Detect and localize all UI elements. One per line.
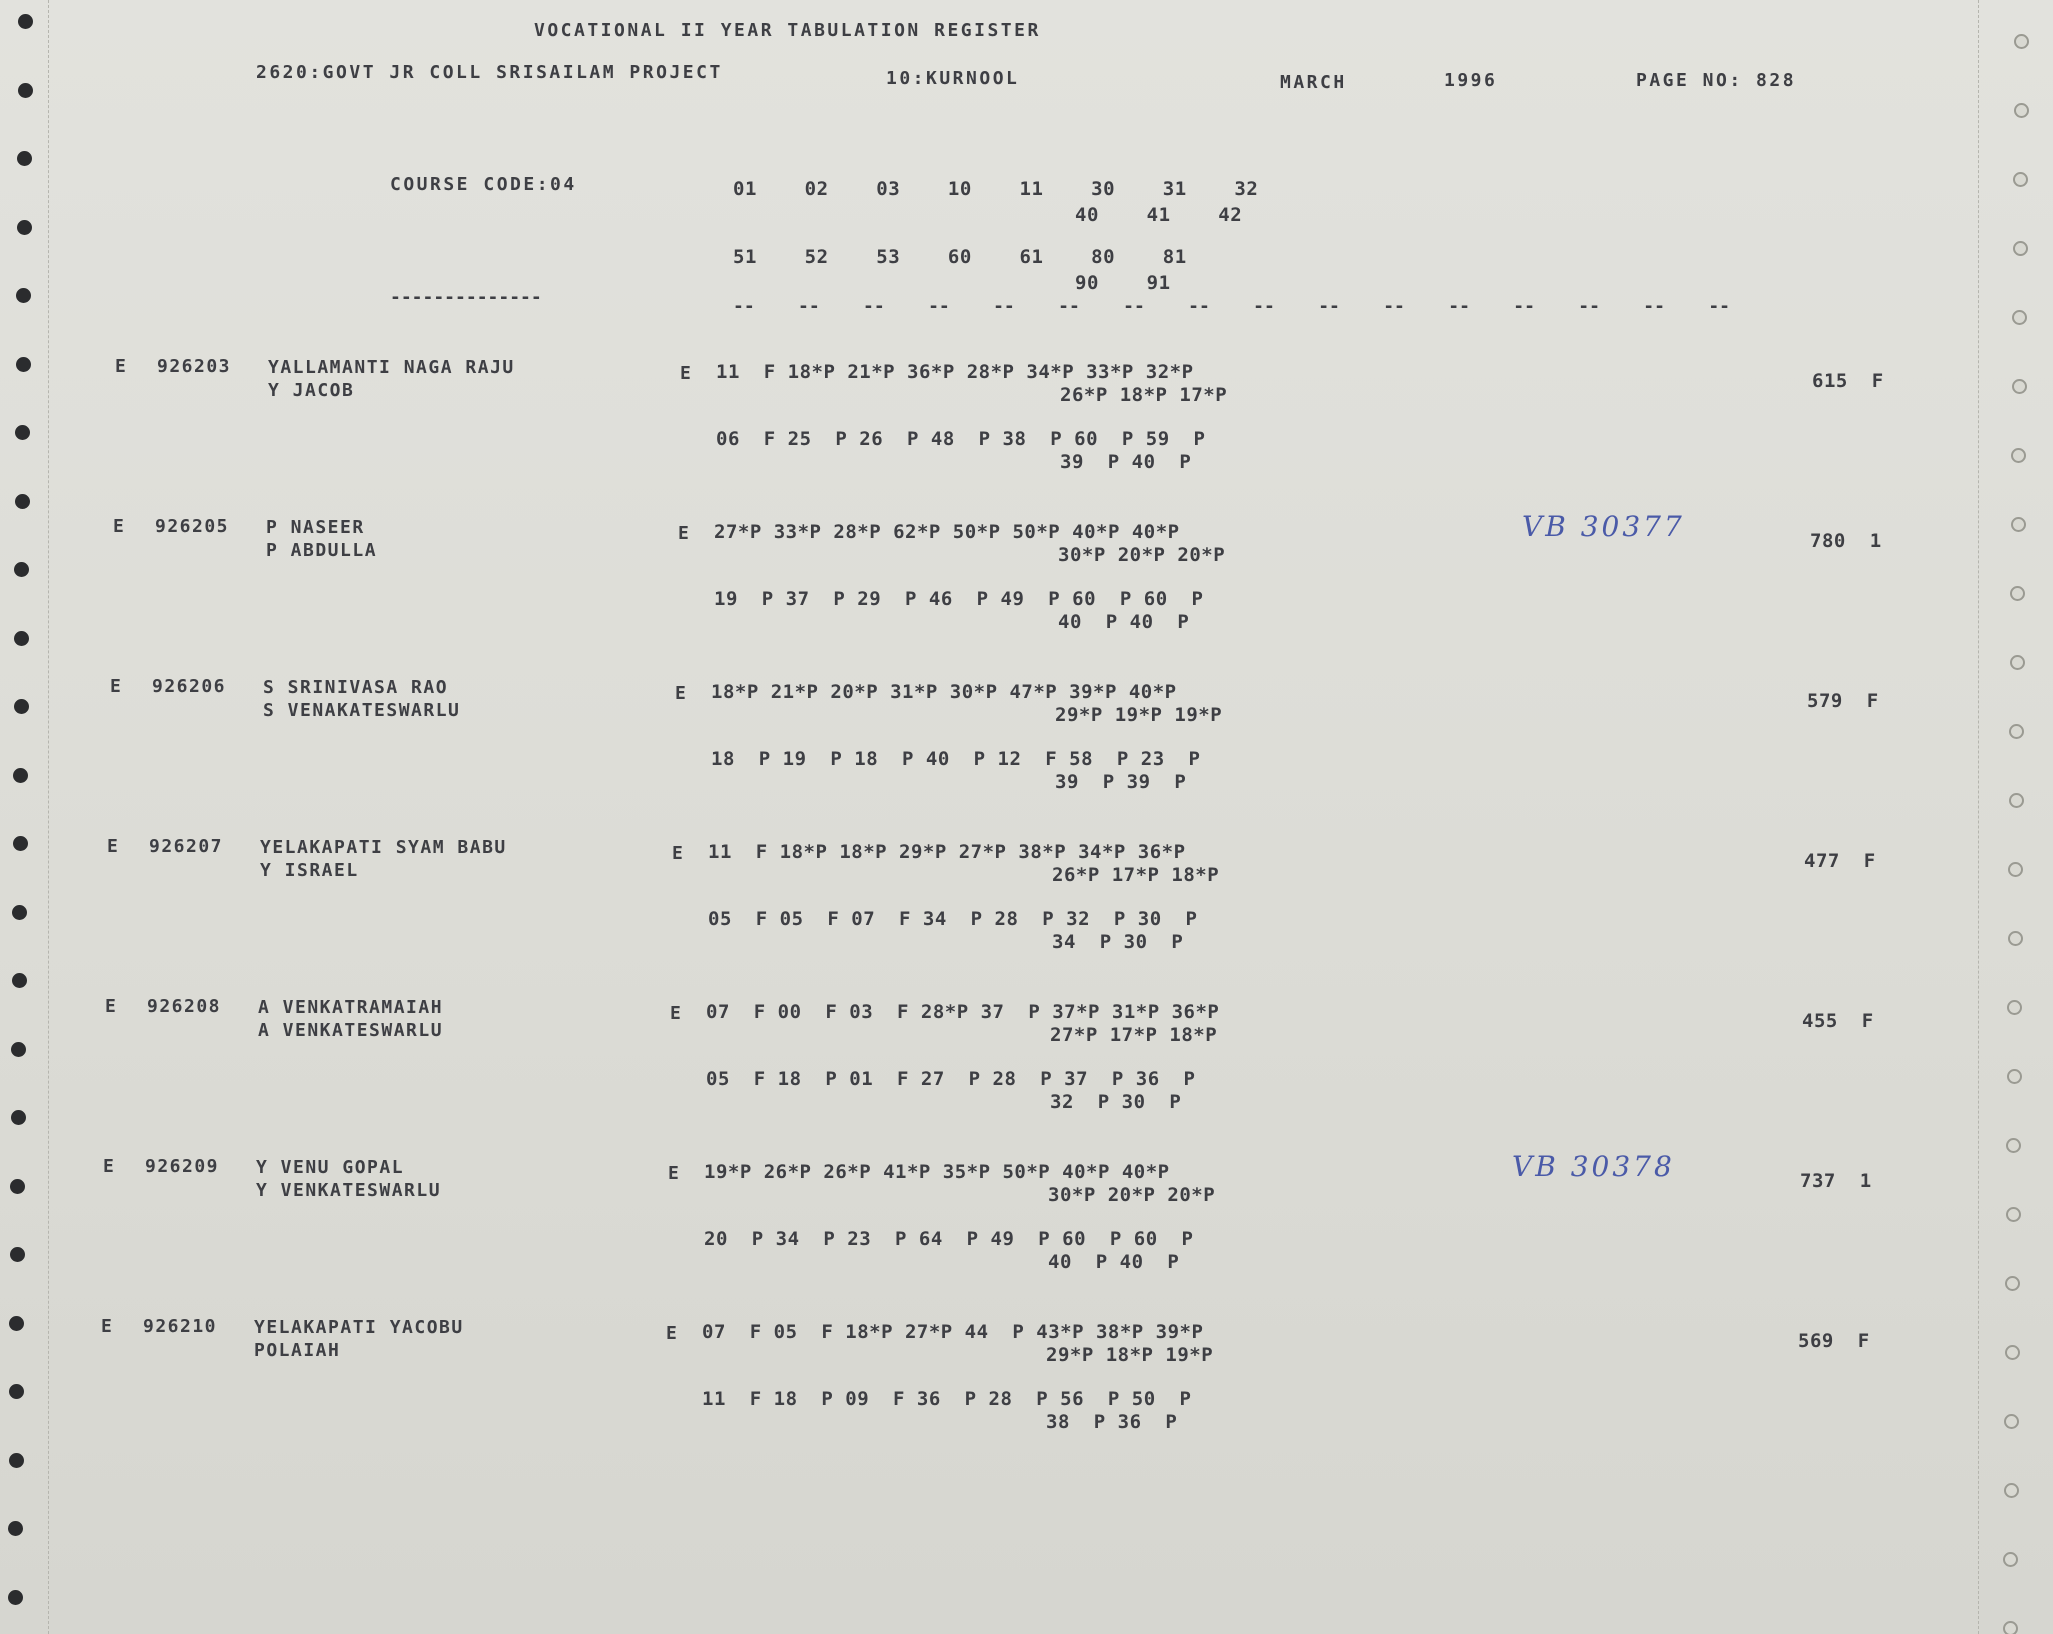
subject-codes-row-2b: 90 91 [1075, 272, 1171, 294]
feed-hole [2007, 1000, 2022, 1015]
feed-hole [17, 151, 32, 166]
student-name: YALLAMANTI NAGA RAJU [268, 357, 515, 378]
father-name: Y ISRAEL [260, 860, 359, 881]
total-and-result: 579 F [1807, 690, 1879, 712]
total-and-result: 615 F [1812, 370, 1884, 392]
marks-row-1: 27*P 33*P 28*P 62*P 50*P 50*P 40*P 40*P [714, 521, 1180, 543]
marks-row-2: 19 P 37 P 29 P 46 P 49 P 60 P 60 P [714, 588, 1204, 610]
marks-marker: E [672, 843, 685, 864]
feed-hole [2012, 310, 2027, 325]
feed-hole [2003, 1552, 2018, 1567]
exam-type: E [101, 1316, 114, 1337]
total-and-result: 780 1 [1810, 530, 1882, 552]
marks-marker: E [666, 1323, 679, 1344]
subject-codes-row-1: 01 02 03 10 11 30 31 32 [733, 178, 1259, 200]
feed-hole [2004, 1414, 2019, 1429]
marks-row-1b: 27*P 17*P 18*P [1050, 1024, 1218, 1046]
marks-row-1b: 29*P 19*P 19*P [1055, 704, 1223, 726]
feed-hole [2013, 241, 2028, 256]
feed-hole [2004, 1483, 2019, 1498]
feed-hole [14, 562, 29, 577]
feed-hole [2009, 793, 2024, 808]
marks-row-2: 18 P 19 P 18 P 40 P 12 F 58 P 23 P [711, 748, 1201, 770]
feed-hole [2005, 1276, 2020, 1291]
feed-hole [2012, 379, 2027, 394]
feed-hole [2006, 1138, 2021, 1153]
feed-hole [14, 631, 29, 646]
feed-hole [9, 1453, 24, 1468]
marks-row-1: 07 F 05 F 18*P 27*P 44 P 43*P 38*P 39*P [702, 1321, 1204, 1343]
feed-hole [2010, 655, 2025, 670]
father-name: S VENAKATESWARLU [263, 700, 461, 721]
feed-hole [13, 768, 28, 783]
feed-hole [10, 1179, 25, 1194]
marks-row-2b: 32 P 30 P [1050, 1091, 1182, 1113]
feed-hole [2006, 1207, 2021, 1222]
course-code: COURSE CODE:04 [390, 174, 577, 195]
feed-hole [9, 1316, 24, 1331]
marks-row-2: 05 F 05 F 07 F 34 P 28 P 32 P 30 P [708, 908, 1198, 930]
marks-marker: E [678, 523, 691, 544]
father-name: Y JACOB [268, 380, 355, 401]
feed-hole [2010, 586, 2025, 601]
feed-hole [11, 1042, 26, 1057]
registration-number: 926210 [143, 1316, 218, 1337]
feed-hole [2009, 724, 2024, 739]
right-perforation-line [1978, 0, 1979, 1634]
student-name: S SRINIVASA RAO [263, 677, 449, 698]
marks-row-2b: 38 P 36 P [1046, 1411, 1178, 1433]
feed-hole [11, 1110, 26, 1125]
exam-type: E [115, 356, 128, 377]
total-and-result: 737 1 [1800, 1170, 1872, 1192]
marks-row-2b: 39 P 40 P [1060, 451, 1192, 473]
total-and-result: 455 F [1802, 1010, 1874, 1032]
marks-row-1b: 30*P 20*P 20*P [1048, 1184, 1216, 1206]
handwritten-note: VB 30377 [1522, 510, 1685, 543]
marks-row-2b: 34 P 30 P [1052, 931, 1184, 953]
feed-hole [12, 905, 27, 920]
marks-row-1: 18*P 21*P 20*P 31*P 30*P 47*P 39*P 40*P [711, 681, 1177, 703]
marks-marker: E [675, 683, 688, 704]
course-code-underline: -------------- [390, 287, 542, 308]
feed-hole [16, 357, 31, 372]
total-and-result: 477 F [1804, 850, 1876, 872]
feed-hole [2008, 862, 2023, 877]
register-title: VOCATIONAL II YEAR TABULATION REGISTER [534, 20, 1041, 41]
column-dash-rule: -- -- -- -- -- -- -- -- -- -- -- -- -- -- -- -- [733, 296, 1730, 317]
exam-month: MARCH [1280, 72, 1347, 93]
feed-hole [8, 1521, 23, 1536]
feed-hole [15, 425, 30, 440]
district-name: 10:KURNOOL [886, 68, 1020, 89]
feed-hole [10, 1247, 25, 1262]
marks-row-2b: 40 P 40 P [1058, 611, 1190, 633]
feed-hole [15, 494, 30, 509]
exam-type: E [107, 836, 120, 857]
registration-number: 926209 [145, 1156, 220, 1177]
father-name: A VENKATESWARLU [258, 1020, 444, 1041]
marks-marker: E [670, 1003, 683, 1024]
feed-hole [8, 1590, 23, 1605]
exam-type: E [105, 996, 118, 1017]
left-perforation-line [48, 0, 49, 1634]
father-name: P ABDULLA [266, 540, 378, 561]
exam-type: E [110, 676, 123, 697]
feed-hole [2007, 1069, 2022, 1084]
father-name: Y VENKATESWARLU [256, 1180, 442, 1201]
father-name: POLAIAH [254, 1340, 341, 1361]
exam-year: 1996 [1444, 70, 1498, 91]
feed-hole [16, 288, 31, 303]
feed-hole [2008, 931, 2023, 946]
subject-codes-row-1b: 40 41 42 [1075, 204, 1243, 226]
feed-hole [13, 836, 28, 851]
marks-row-2: 11 F 18 P 09 F 36 P 28 P 56 P 50 P [702, 1388, 1192, 1410]
student-name: A VENKATRAMAIAH [258, 997, 444, 1018]
college-name: 2620:GOVT JR COLL SRISAILAM PROJECT [256, 62, 723, 83]
student-name: Y VENU GOPAL [256, 1157, 405, 1178]
marks-row-1b: 26*P 18*P 17*P [1060, 384, 1228, 406]
feed-hole [17, 220, 32, 235]
subject-codes-row-2: 51 52 53 60 61 80 81 [733, 246, 1187, 268]
registration-number: 926207 [149, 836, 224, 857]
page-number: PAGE NO: 828 [1636, 70, 1797, 91]
feed-hole [12, 973, 27, 988]
feed-hole [2005, 1345, 2020, 1360]
marks-row-2: 05 F 18 P 01 F 27 P 28 P 37 P 36 P [706, 1068, 1196, 1090]
marks-row-2b: 40 P 40 P [1048, 1251, 1180, 1273]
marks-row-1: 11 F 18*P 21*P 36*P 28*P 34*P 33*P 32*P [716, 361, 1194, 383]
marks-row-1: 07 F 00 F 03 F 28*P 37 P 37*P 31*P 36*P [706, 1001, 1220, 1023]
exam-type: E [103, 1156, 116, 1177]
total-and-result: 569 F [1798, 1330, 1870, 1352]
feed-hole [2014, 103, 2029, 118]
feed-hole [2013, 172, 2028, 187]
student-name: YELAKAPATI YACOBU [254, 1317, 464, 1338]
registration-number: 926208 [147, 996, 222, 1017]
feed-hole [2011, 517, 2026, 532]
registration-number: 926203 [157, 356, 232, 377]
marks-marker: E [668, 1163, 681, 1184]
feed-hole [2003, 1621, 2018, 1634]
registration-number: 926206 [152, 676, 227, 697]
feed-hole [2014, 34, 2029, 49]
marks-row-2b: 39 P 39 P [1055, 771, 1187, 793]
marks-row-1: 19*P 26*P 26*P 41*P 35*P 50*P 40*P 40*P [704, 1161, 1170, 1183]
student-name: P NASEER [266, 517, 365, 538]
feed-hole [2011, 448, 2026, 463]
marks-row-2: 20 P 34 P 23 P 64 P 49 P 60 P 60 P [704, 1228, 1194, 1250]
handwritten-note: VB 30378 [1512, 1150, 1675, 1183]
exam-type: E [113, 516, 126, 537]
marks-row-1b: 30*P 20*P 20*P [1058, 544, 1226, 566]
marks-marker: E [680, 363, 693, 384]
feed-hole [18, 14, 33, 29]
registration-number: 926205 [155, 516, 230, 537]
marks-row-1: 11 F 18*P 18*P 29*P 27*P 38*P 34*P 36*P [708, 841, 1186, 863]
marks-row-1b: 26*P 17*P 18*P [1052, 864, 1220, 886]
student-name: YELAKAPATI SYAM BABU [260, 837, 507, 858]
feed-hole [14, 699, 29, 714]
feed-hole [9, 1384, 24, 1399]
marks-row-1b: 29*P 18*P 19*P [1046, 1344, 1214, 1366]
marks-row-2: 06 F 25 P 26 P 48 P 38 P 60 P 59 P [716, 428, 1206, 450]
feed-hole [18, 83, 33, 98]
